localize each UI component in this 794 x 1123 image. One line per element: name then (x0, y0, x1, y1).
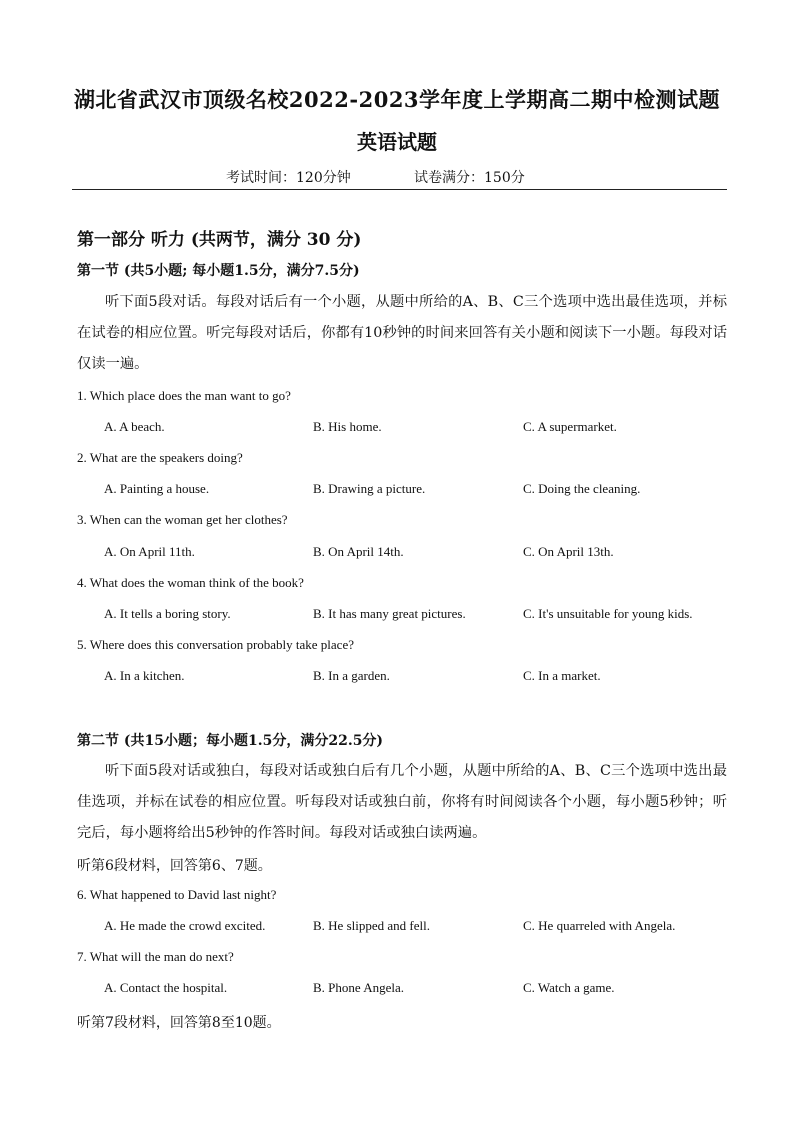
question-1-option-b: B. His home. (313, 419, 382, 434)
question-7-option-b: B. Phone Angela. (313, 980, 404, 995)
question-3-option-a: A. On April 11th. (104, 544, 195, 559)
full-score: 试卷满分：150分 (414, 170, 525, 186)
question-6: 6. What happened to David last night? (77, 887, 277, 902)
question-1: 1. Which place does the man want to go? (77, 388, 291, 403)
question-2: 2. What are the speakers doing? (77, 450, 243, 465)
question-4-option-c: C. It's unsuitable for young kids. (523, 606, 693, 621)
section2-instructions: 听下面5段对话或独白，每段对话或独白后有几个小题，从题中所给的A、B、C三个选项中选出最佳选项，并标在试卷的相应位置。听每段对话或独白前，你将有时间阅读各个小题，每小题5秒钟；听完后，每小题将给出5秒钟的作答时间。每段对话或独白读两遍。 (77, 763, 727, 841)
section1-title: 第一节 (共5小题; 每小题1.5分，满分7.5分) (77, 263, 360, 279)
material-6-label: 听第6段材料，回答第6、7题。 (77, 858, 272, 874)
question-3: 3. When can the woman get her clothes? (77, 512, 288, 527)
question-5: 5. Where does this conversation probably take place? (77, 637, 354, 652)
question-7-option-a: A. Contact the hospital. (104, 980, 228, 995)
question-6-option-a: A. He made the crowd excited. (104, 918, 266, 933)
question-4-option-a: A. It tells a boring story. (104, 606, 231, 621)
question-1-option-c: C. A supermarket. (523, 419, 617, 434)
material-7-label: 听第7段材料，回答第8至10题。 (77, 1015, 281, 1031)
part1-title: 第一部分 听力 (共两节，满分 30 分) (77, 230, 362, 250)
question-3-option-c: C. On April 13th. (523, 544, 614, 559)
header-divider (72, 189, 727, 190)
question-2-option-b: B. Drawing a picture. (313, 481, 426, 496)
question-5-option-b: B. In a garden. (313, 668, 390, 683)
question-1-option-a: A. A beach. (104, 419, 165, 434)
question-2-option-a: A. Painting a house. (104, 481, 210, 496)
question-4-option-b: B. It has many great pictures. (313, 606, 466, 621)
exam-subtitle: 英语试题 (357, 130, 437, 154)
question-6-option-b: B. He slipped and fell. (313, 918, 430, 933)
question-3-option-b: B. On April 14th. (313, 544, 404, 559)
question-5-option-a: A. In a kitchen. (104, 668, 185, 683)
exam-time: 考试时间：120分钟 (226, 170, 351, 186)
question-6-option-c: C. He quarreled with Angela. (523, 918, 676, 933)
question-2-option-c: C. Doing the cleaning. (523, 481, 641, 496)
question-7-option-c: C. Watch a game. (523, 980, 615, 995)
exam-title: 湖北省武汉市顶级名校2022-2023学年度上学期高二期中检测试题 (73, 87, 721, 112)
section2-title: 第二节 (共15小题；每小题1.5分，满分22.5分) (77, 733, 384, 749)
question-5-option-c: C. In a market. (523, 668, 601, 683)
question-7: 7. What will the man do next? (77, 949, 234, 964)
section1-instructions: 听下面5段对话。每段对话后有一个小题，从题中所给的A、B、C三个选项中选出最佳选项，并标在试卷的相应位置。听完每段对话后，你都有10秒钟的时间来回答有关小题和阅读下一小题。每段对话仅读一遍。 (77, 294, 727, 372)
question-4: 4. What does the woman think of the book? (77, 575, 304, 590)
